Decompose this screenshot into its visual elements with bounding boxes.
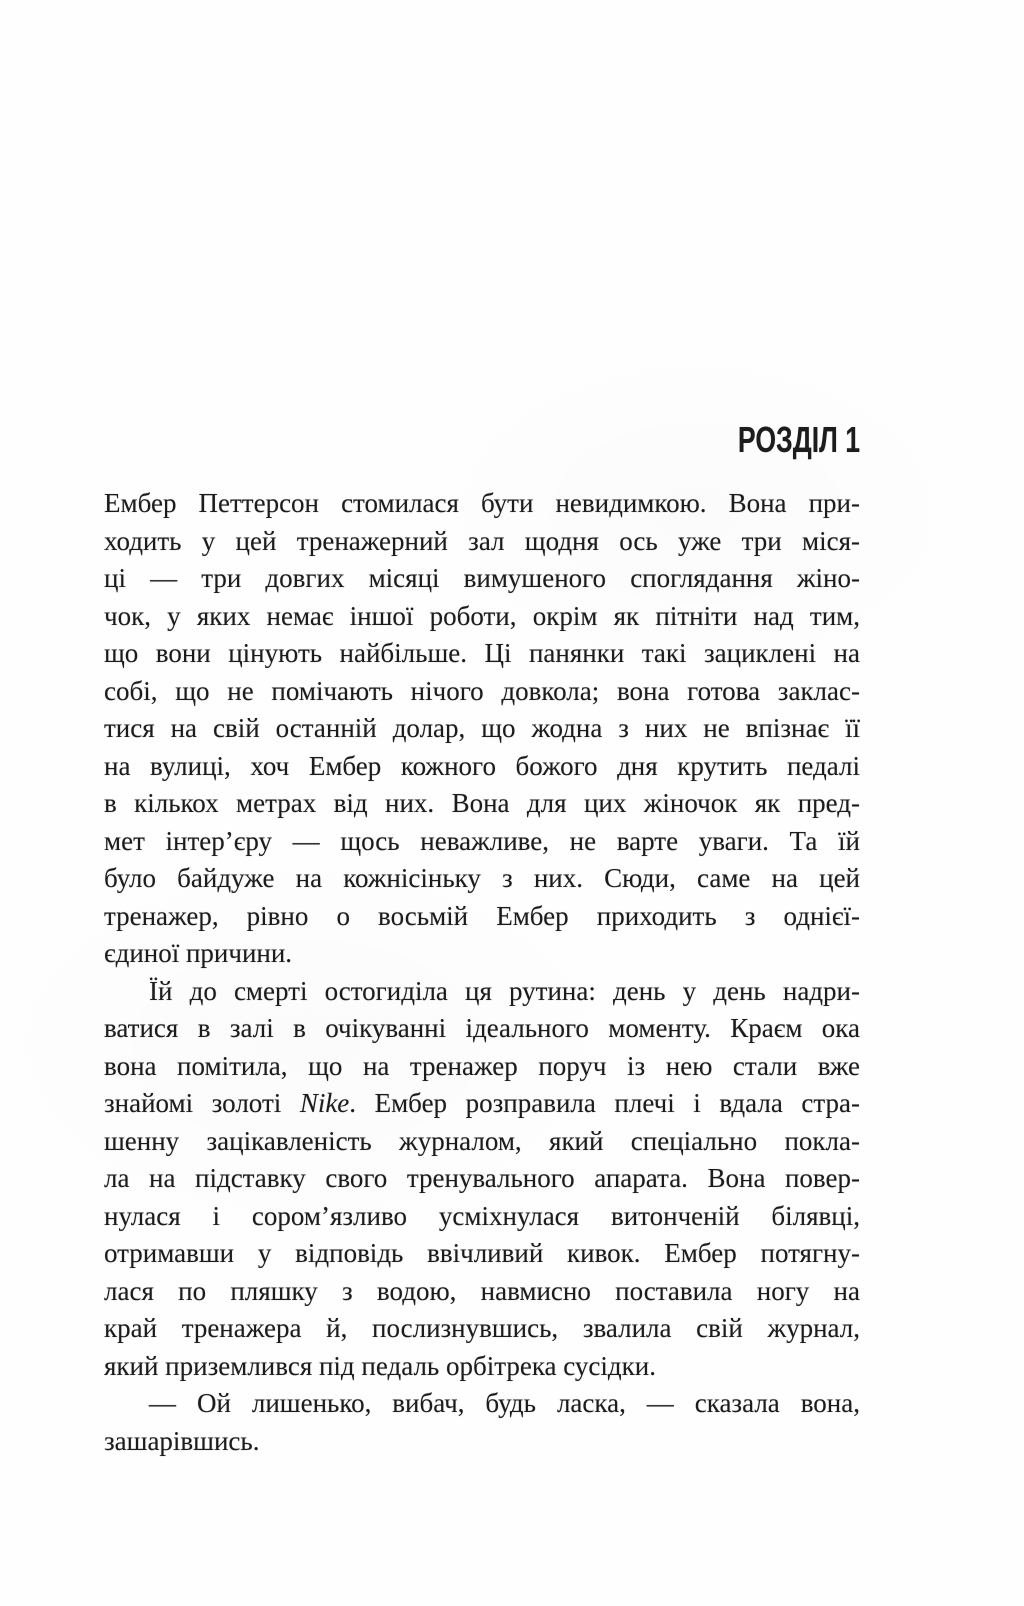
text-line: вона помітила, що на тренажер поруч із нею стали вже <box>104 1050 860 1081</box>
text-line: нулася і сором’язливо усміхнулася витонченій білявці, <box>104 1200 860 1231</box>
text-line: мет інтер’єру — щось неважливе, не варте уваги. Та їй <box>104 825 860 856</box>
text-line: який приземлився під педаль орбітрека сусідки. <box>104 1350 656 1381</box>
text-line: шенну зацікавленість журналом, який спеціально покла- <box>104 1125 860 1156</box>
text-line: що вони цінують найбільше. Ці панянки такі зациклені на <box>104 638 860 668</box>
chapter-heading-text: РОЗДІЛ 1 <box>737 419 860 460</box>
page-content <box>104 421 860 1460</box>
text-line: Їй до смерті остогиділа ця рутина: день у день надри- <box>149 975 860 1006</box>
text-line: чок, у яких немає іншої роботи, окрім як пітніти над тим, <box>104 600 860 631</box>
text-line: ла на підставку свого тренувального апарата. Вона повер- <box>104 1163 860 1193</box>
text-line: ватися в залі в очікуванні ідеального моменту. Краєм ока <box>104 1013 860 1043</box>
paragraph-3 <box>104 1385 860 1460</box>
body-text <box>104 485 860 1460</box>
text-line: єдиної причини. <box>104 938 293 968</box>
text-line: ці — три довгих місяці вимушеного споглядання жіно- <box>104 563 860 593</box>
text-line: край тренажера й, послизнувшись, звалила свій журнал, <box>104 1313 860 1343</box>
paragraph-2 <box>104 973 860 1386</box>
text-line: тренажер, рівно о восьмій Ембер приходить з однієї- <box>104 900 860 931</box>
text-line: на вулиці, хоч Ембер кожного божого дня крутить педалі <box>104 750 860 781</box>
text-line: зашарівшись. <box>104 1425 260 1456</box>
text-line: в кількох метрах від них. Вона для цих жіночок як пред- <box>104 788 860 818</box>
text-line: — Ой лишенько, вибач, будь ласка, — сказала вона, <box>149 1388 860 1418</box>
text-line: було байдуже на кожнісіньку з них. Сюди, саме на цей <box>104 863 860 893</box>
text-line: ходить у цей тренажерний зал щодня ось уже три міся- <box>104 525 860 556</box>
text-line: собі, що не помічають нічого довкола; вона готова заклас- <box>104 675 860 706</box>
text-line: лася по пляшку з водою, навмисно поставила ногу на <box>104 1275 860 1306</box>
paragraph-1 <box>104 485 860 973</box>
text-line: тися на свій останній долар, що жодна з них не впізнає її <box>104 713 860 743</box>
text-line: отримавши у відповідь ввічливий кивок. Ембер потягну- <box>104 1238 860 1268</box>
chapter-heading <box>104 421 860 459</box>
text-line: Ембер Петтерсон стомилася бути невидимкою. Вона при- <box>104 488 860 518</box>
text-line: знайомі золоті Nike. Ембер розправила плечі і вдала стра- <box>104 1088 860 1118</box>
